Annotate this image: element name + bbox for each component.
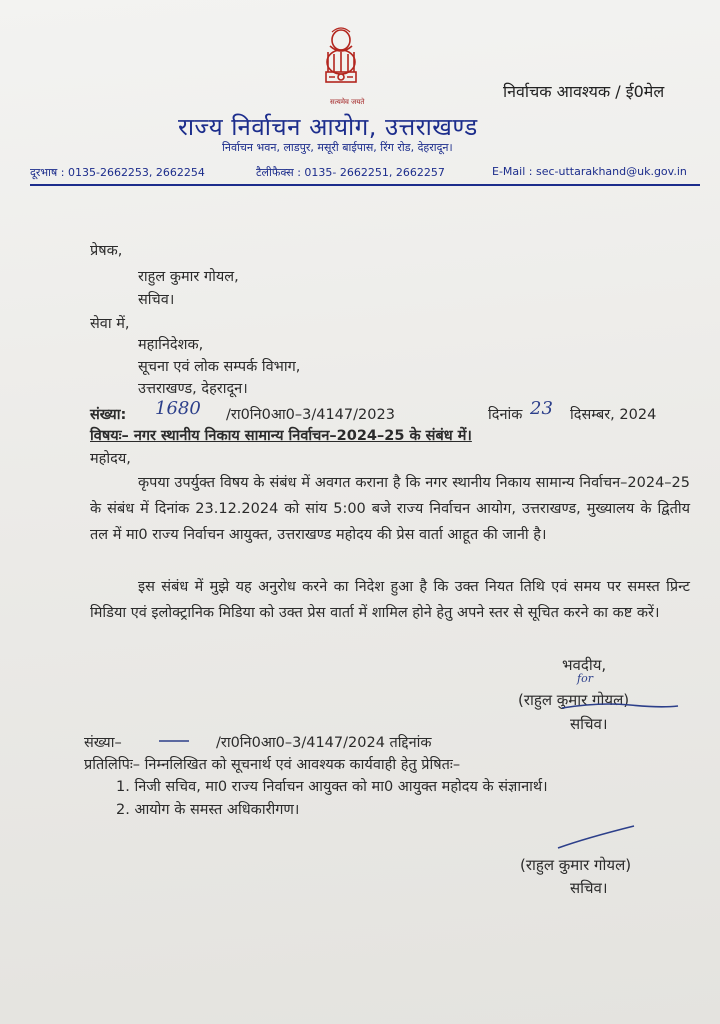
signature-initial: for (577, 672, 593, 685)
body-paragraph-1: कृपया उपर्युक्त विषय के संबंध में अवगत कराना है कि नगर स्थानीय निकाय सामान्य निर्वाचन–2024–25 के संबंध में दिनांक 23.12.2024 को सांय 5:00 बजे राज्य निर्वाचन आयोग, उत्तराखण्ड, मुख्यालय के द्वितीय तल में मा0 राज्य निर्वाचन आयुक्त, उत्तराखण्ड महोदय की प्रेस वार्ता आहूत की जानी है। (90, 475, 690, 543)
to-label: सेवा में, (90, 316, 130, 332)
to-line-1: महानिदेशक, (138, 337, 204, 353)
ref-number-handwritten: 1680 (155, 398, 201, 419)
fax-numbers: टैलीफैक्स : 0135- 2662251, 2662257 (256, 166, 445, 179)
date-label: दिनांक (488, 407, 523, 423)
email-address: E-Mail : sec-uttarakhand@uk.gov.in (492, 165, 687, 178)
header-tag: निर्वाचक आवश्यक / ई0मेल (503, 82, 665, 101)
blank-ref-dash (158, 738, 190, 744)
organization-name: राज्य निर्वाचन आयोग, उत्तराखण्ड (178, 113, 478, 141)
ref-label: संख्या: (90, 407, 127, 423)
copy-signatory-title: सचिव। (570, 879, 608, 897)
from-title: सचिव। (138, 292, 175, 308)
body-paragraph-2: इस संबंध में मुझे यह अनुरोध करने का निदेश हुआ है कि उक्त नियत तिथि एवं समय पर समस्त प्रिन्ट मिडिया एवं इलोक्ट्रानिक मिडिया को उक्त प्रेस वार्ता में शामिल होने हेतु अपने स्तर से सूचित करने का कष्ट करें। (90, 579, 690, 621)
copy-ref-label: संख्या– (84, 735, 122, 751)
date-rest: दिसम्बर, 2024 (570, 407, 657, 423)
copy-item-2: 2. आयोग के समस्त अधिकारीगण। (116, 802, 300, 818)
strike-through-mark (560, 692, 680, 716)
copy-item-1: 1. निजी सचिव, मा0 राज्य निर्वाचन आयुक्त को मा0 आयुक्त महोदय के संज्ञानार्थ। (116, 779, 548, 795)
to-line-3: उत्तराखण्ड, देहरादून। (138, 381, 248, 397)
subject-line: विषयः– नगर स्थानीय निकाय सामान्य निर्वाचन–2024–25 के संबंध में। (90, 428, 472, 444)
closing: भवदीय, (562, 656, 607, 674)
ref-number: /रा0नि0आ0–3/4147/2023 (226, 407, 395, 423)
phone-numbers: दूरभाष : 0135-2662253, 2662254 (30, 166, 205, 179)
to-line-2: सूचना एवं लोक सम्पर्क विभाग, (138, 359, 301, 375)
state-emblem-icon (316, 26, 366, 106)
date-day-handwritten: 23 (530, 398, 553, 419)
from-name: राहुल कुमार गोयल, (138, 269, 239, 285)
copy-ref-number: /रा0नि0आ0–3/4147/2024 तद्दिनांक (216, 735, 432, 751)
signatory-title: सचिव। (570, 715, 608, 733)
from-label: प्रेषक, (90, 243, 123, 259)
emblem-motto: सत्यमेव जयते (330, 98, 365, 106)
salutation: महोदय, (90, 451, 131, 467)
copy-signatory-name: (राहुल कुमार गोयल) (520, 856, 632, 874)
signatory-name: (राहुल कुमार गोयल) (518, 691, 630, 709)
letterhead-divider (30, 184, 700, 186)
copy-intro: प्रतिलिपिः– निम्नलिखित को सूचनार्थ एवं आवश्यक कार्यवाही हेतु प्रेषितः– (84, 757, 461, 773)
organization-address: निर्वाचन भवन, लाडपुर, मसूरी बाईपास, रिंग रोड, देहरादून। (222, 141, 453, 154)
signature-scribble (556, 822, 636, 852)
